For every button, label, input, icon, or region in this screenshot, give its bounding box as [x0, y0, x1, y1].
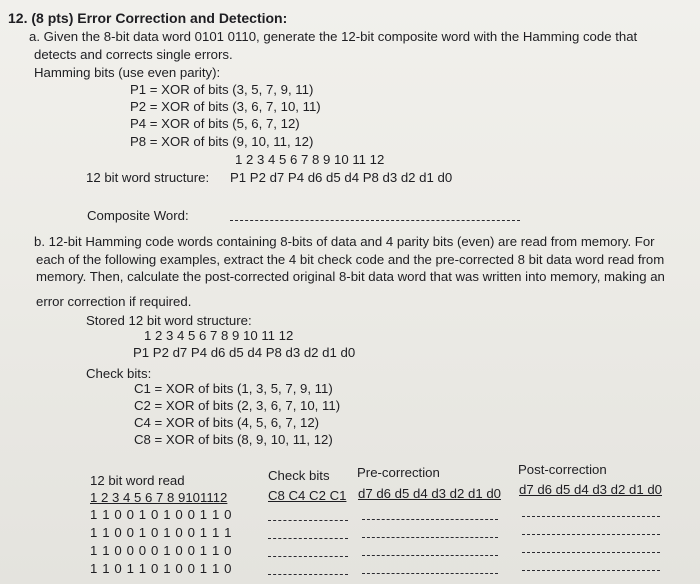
- column-header-word-read: 12 bit word read: [90, 473, 185, 488]
- parity-def-p8: P8 = XOR of bits (9, 10, 11, 12): [130, 134, 314, 149]
- parity-def-p1: P1 = XOR of bits (3, 5, 7, 9, 11): [130, 82, 314, 97]
- part-a-line-2: detects and corrects single errors.: [34, 47, 233, 62]
- structure-bits: P1 P2 d7 P4 d6 d5 d4 P8 d3 d2 d1 d0: [230, 170, 453, 185]
- parity-def-p2: P2 = XOR of bits (3, 6, 7, 10, 11): [130, 99, 321, 114]
- part-b-line-2: each of the following examples, extract the 4 bit check code and the pre-corrected 8 bit data word read from: [36, 252, 665, 267]
- stored-structure-label: Stored 12 bit word structure:: [86, 313, 252, 328]
- part-b-line-3: memory. Then, calculate the post-corrected original 8-bit data word that was written into memory, making an: [36, 269, 665, 284]
- word-read-row-1: 1 1 0 0 1 0 1 0 0 1 1 0: [90, 507, 233, 522]
- check-def-c4: C4 = XOR of bits (4, 5, 6, 7, 12): [134, 415, 320, 430]
- part-a-line-1: a. Given the 8-bit data word 0101 0110, generate the 12-bit composite word with the Hamming code that: [29, 29, 638, 44]
- structure-label: 12 bit word structure:: [86, 170, 210, 185]
- column-header-check-bits: Check bits: [268, 468, 330, 483]
- pre-correction-blank-row-3[interactable]: [362, 555, 498, 556]
- composite-word-answer-blank[interactable]: [230, 220, 520, 221]
- word-read-row-2: 1 1 0 0 1 0 1 0 0 1 1 1: [90, 525, 233, 540]
- bit-position-numbers: 1 2 3 4 5 6 7 8 9 10 11 12: [235, 152, 385, 167]
- word-read-row-3: 1 1 0 0 0 0 1 0 0 1 1 0: [90, 543, 233, 558]
- check-bits-blank-row-2[interactable]: [268, 538, 348, 539]
- post-correction-blank-row-3[interactable]: [522, 552, 660, 553]
- check-def-c8: C8 = XOR of bits (8, 9, 10, 11, 12): [134, 432, 333, 447]
- subheader-pre-correction: d7 d6 d5 d4 d3 d2 d1 d0: [358, 486, 501, 501]
- check-def-c1: C1 = XOR of bits (1, 3, 5, 7, 9, 11): [134, 381, 333, 396]
- word-read-row-4: 1 1 0 1 1 0 1 0 0 1 1 0: [90, 561, 233, 576]
- subheader-bit-positions: 1 2 3 4 5 6 7 8 9101112: [90, 490, 228, 505]
- stored-bit-numbers: 1 2 3 4 5 6 7 8 9 10 11 12: [144, 328, 294, 343]
- check-def-c2: C2 = XOR of bits (2, 3, 6, 7, 10, 11): [134, 398, 341, 413]
- stored-bit-names: P1 P2 d7 P4 d6 d5 d4 P8 d3 d2 d1 d0: [133, 345, 356, 360]
- post-correction-blank-row-1[interactable]: [522, 516, 660, 517]
- column-header-post-correction: Post-correction: [518, 462, 607, 477]
- part-b-line-4: error correction if required.: [36, 294, 192, 309]
- subheader-check-bits: C8 C4 C2 C1: [268, 488, 347, 503]
- pre-correction-blank-row-1[interactable]: [362, 519, 498, 520]
- pre-correction-blank-row-4[interactable]: [362, 573, 498, 574]
- column-header-pre-correction: Pre-correction: [357, 465, 440, 480]
- hamming-heading: Hamming bits (use even parity):: [34, 65, 221, 80]
- check-bits-label: Check bits:: [86, 366, 152, 381]
- check-bits-blank-row-1[interactable]: [268, 520, 348, 521]
- post-correction-blank-row-2[interactable]: [522, 534, 660, 535]
- part-b-line-1: b. 12-bit Hamming code words containing 8-bits of data and 4 parity bits (even) are read from memory. For: [34, 234, 655, 249]
- composite-word-label: Composite Word:: [87, 208, 189, 223]
- check-bits-blank-row-4[interactable]: [268, 574, 348, 575]
- pre-correction-blank-row-2[interactable]: [362, 537, 498, 538]
- parity-def-p4: P4 = XOR of bits (5, 6, 7, 12): [130, 116, 300, 131]
- check-bits-blank-row-3[interactable]: [268, 556, 348, 557]
- question-title: 12. (8 pts) Error Correction and Detection:: [8, 10, 288, 26]
- post-correction-blank-row-4[interactable]: [522, 570, 660, 571]
- subheader-post-correction: d7 d6 d5 d4 d3 d2 d1 d0: [519, 482, 662, 497]
